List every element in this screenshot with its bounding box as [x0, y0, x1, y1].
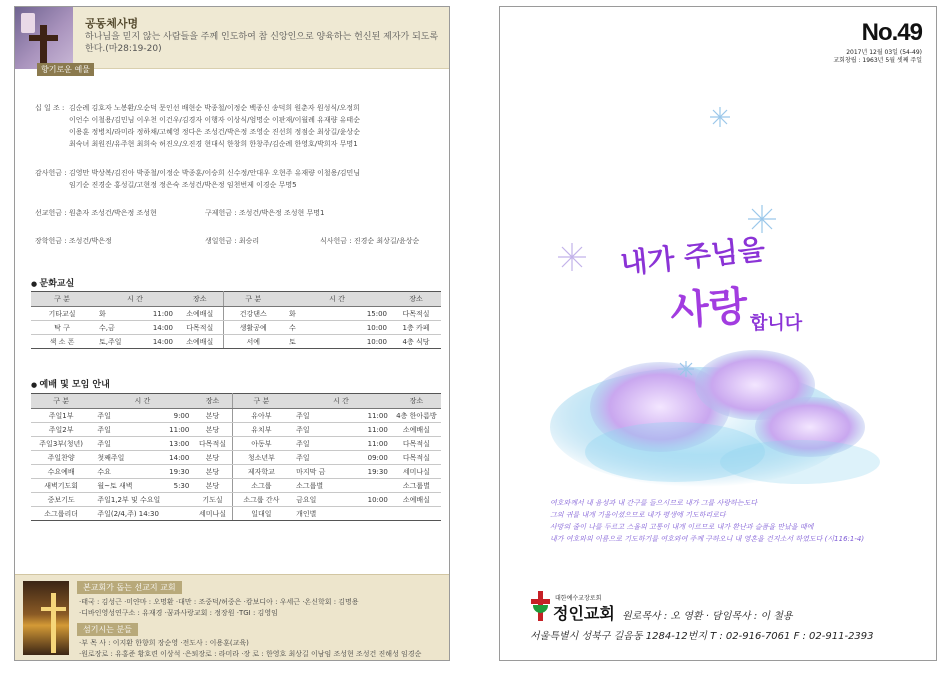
cell: 10:00 — [331, 321, 391, 335]
cell: 본당 — [193, 465, 232, 479]
offering-tag: 향기로운 예물 — [37, 63, 94, 76]
cell: 유치부 — [232, 423, 290, 437]
cell: 11:00 — [337, 423, 392, 437]
cell: 금요일 — [290, 493, 337, 507]
cover-title-line1: 내가 주님을 — [618, 232, 767, 281]
tithe-line: 김순례 김호자 노봉환/오순덕 문인선 배현순 박종철/이정순 백종신 송덕희 원춘자 원성식/오정희 — [69, 104, 360, 112]
pastors-line: 원로목사 : 오 영환 · 담임목사 : 이 철용 — [622, 611, 793, 622]
cell: 소그룹별 — [290, 479, 337, 493]
denomination: 대한예수교장로회 — [555, 595, 602, 602]
cover-illustration — [500, 7, 937, 661]
issue-number: No.49 — [861, 19, 922, 46]
cell: 소예배실 — [392, 423, 441, 437]
scholarship-offering: 장학헌금 : 조성건/박은정 — [35, 237, 112, 245]
table-row — [31, 409, 441, 423]
cell: 수요예배 — [31, 465, 91, 479]
cell: 5:30 — [160, 479, 193, 493]
cell: 수,금 — [93, 321, 133, 335]
cell — [337, 507, 392, 521]
cell: 본당 — [193, 479, 232, 493]
cell: 11:00 — [337, 409, 392, 423]
relief-offering: 구제헌금 : 조성건/박은정 조성현 무명1 — [205, 209, 325, 217]
cell: 주일2부 — [31, 423, 91, 437]
cell: 소그룹별 — [392, 479, 441, 493]
culture-section-title: ● 문화교실 — [31, 276, 74, 289]
cell: 토 — [283, 335, 331, 349]
col-header: 구 분 — [31, 394, 91, 409]
col-header: 구 분 — [232, 394, 290, 409]
table-row — [31, 321, 441, 335]
cross-icon — [51, 593, 56, 653]
thanks-list — [35, 167, 360, 191]
col-header: 장소 — [177, 292, 223, 307]
date-line: 2017년 12월 03일 (54-49) — [846, 49, 922, 56]
cell: 소그룹 — [232, 479, 290, 493]
cell: 11:00 — [337, 437, 392, 451]
bulletin-cover-page — [499, 6, 937, 661]
mission-title: 공동체사명 — [85, 17, 139, 30]
table-header-row — [31, 394, 441, 409]
cell: 일대일 — [232, 507, 290, 521]
cell: 주일 — [290, 451, 337, 465]
tithe-line: 이용훈 정병치/라미라 정하채/고혜영 정다은 조성건/박은정 조영순 진선희 정점순 최상길/윤상순 — [69, 128, 360, 136]
cell: 4층 식당 — [391, 335, 441, 349]
cell: 개인별 — [290, 507, 337, 521]
table-row — [31, 507, 441, 521]
flower-cluster — [550, 350, 880, 487]
tithe-label: 십 일 조 : — [35, 104, 65, 112]
cell: 13:00 — [160, 437, 193, 451]
table-row — [31, 493, 441, 507]
missionary-line: ·디바인영성연구소 : 유재경 ·꿈과사랑교회 : 정장원 ·TGI : 김영임 — [79, 609, 278, 617]
cell: 주일 — [290, 409, 337, 423]
cell: 주일1부 — [31, 409, 91, 423]
servants-line: ·원로장로 : 유홍준 황호련 이상석 ·은퇴장로 : 라미라 ·장 로 : 한영호 최상길 이남임 조성현 조성건 진해성 임경순 — [79, 650, 422, 658]
missionary-tag: 본교회가 돕는 선교지 교회 — [77, 581, 182, 594]
cell: 세미나실 — [193, 507, 232, 521]
verse-line: 내가 여호와의 이름으로 기도하기를 여호와여 주께 구하오니 내 영혼을 건지소서 하였도다 (시116:1-4) — [550, 535, 865, 543]
cell: 주일 — [91, 409, 160, 423]
cell: 소예배실 — [177, 307, 223, 321]
cell: 주일1,2부 및 수요일 — [91, 493, 160, 507]
col-header: 장소 — [392, 394, 441, 409]
cell: 11:00 — [133, 307, 177, 321]
mission-text: 하나님을 믿지 않는 사람들을 주께 인도하여 참 신앙인으로 양육하는 헌신된 제자가 되도록 한다.(마28:19-20) — [85, 32, 439, 54]
col-header: 시 간 — [283, 292, 391, 307]
cell: 14:00 — [133, 335, 177, 349]
cell: 기타교실 — [31, 307, 93, 321]
cell: 첫째주일 — [91, 451, 160, 465]
cell: 제자학교 — [232, 465, 290, 479]
issue-date — [833, 49, 922, 65]
scripture-verse — [550, 497, 920, 545]
col-header: 시 간 — [93, 292, 177, 307]
bulletin-inner-page — [14, 6, 450, 661]
verse-line: 사망의 줄이 나를 두르고 스올의 고통이 내게 이르므로 내가 환난과 슬픔을 만났을 때에 — [550, 523, 814, 531]
cell: 15:00 — [331, 307, 391, 321]
table-row — [31, 307, 441, 321]
cell: 색 소 폰 — [31, 335, 93, 349]
cell: 09:00 — [337, 451, 392, 465]
servants-tag: 섬기시는 분들 — [77, 623, 138, 636]
cell: 주일 — [290, 437, 337, 451]
cell: 토,주일 — [93, 335, 133, 349]
cell: 소그룹리더 — [31, 507, 91, 521]
cell: 주일3부(청년) — [31, 437, 91, 451]
cross-photo — [23, 581, 69, 655]
cell: 주일찬양 — [31, 451, 91, 465]
mission-offering: 선교헌금 : 원춘자 조성건/박은정 조성현 — [35, 209, 157, 217]
cell: 본당 — [193, 423, 232, 437]
cell — [160, 493, 193, 507]
cell: 화 — [283, 307, 331, 321]
cell: 19:30 — [337, 465, 392, 479]
cover-title-line3: 합니다 — [750, 313, 803, 334]
table-row — [31, 437, 441, 451]
tithe-line: 이언수 이철용/김민님 이우천 이건우/김경자 이행자 이상식/엄명순 이판재/이월례 유재량 유태순 — [69, 116, 360, 124]
cell: 소예배실 — [392, 493, 441, 507]
cell: 기도실 — [193, 493, 232, 507]
church-name: 정인교회 — [553, 604, 615, 623]
cell: 마지막 금 — [290, 465, 337, 479]
tithe-list — [35, 102, 360, 150]
cell: 중보기도 — [31, 493, 91, 507]
thanks-line: 김영만 박상복/김진아 박종철/이정순 박종훈/이승희 신수정/안대우 오현주 유재량 이철용/김민님 — [69, 169, 361, 177]
cross-icon — [40, 25, 47, 67]
cell: 소예배실 — [177, 335, 223, 349]
cell: 소그룹 간사 — [232, 493, 290, 507]
table-row — [31, 335, 441, 349]
cell: 10:00 — [331, 335, 391, 349]
cover-title-line2: 사랑 — [668, 282, 750, 335]
cell: 유아부 — [232, 409, 290, 423]
cell: 다목적실 — [392, 451, 441, 465]
table-row — [31, 465, 441, 479]
cell: 새벽기도회 — [31, 479, 91, 493]
verse-line: 그의 귀를 내게 기울이셨으므로 내가 평생에 기도하리로다 — [550, 511, 726, 519]
cell: 세미나실 — [392, 465, 441, 479]
meal-offering: 식사헌금 : 진경순 최상길/윤상순 — [320, 237, 420, 245]
table-row — [31, 479, 441, 493]
cell: 14:00 — [133, 321, 177, 335]
cell: 다목적실 — [193, 437, 232, 451]
cell: 건강댄스 — [223, 307, 283, 321]
candle-image — [21, 13, 35, 33]
table-row — [31, 423, 441, 437]
servants-line: ·부 목 사 : 이지환 한향희 장순영 ·전도사 : 이용훈(교육) — [79, 639, 249, 647]
worship-table — [31, 393, 441, 521]
cell: 19:30 — [160, 465, 193, 479]
cell — [160, 507, 193, 521]
col-header: 장소 — [391, 292, 441, 307]
cell: 생활공예 — [223, 321, 283, 335]
cell: 수요 — [91, 465, 160, 479]
cell: 주일 — [91, 423, 160, 437]
bulletin-footer — [15, 574, 450, 660]
table-row — [31, 451, 441, 465]
culture-table — [31, 291, 441, 349]
cell — [337, 479, 392, 493]
cell: 월~토 새벽 — [91, 479, 160, 493]
cell: 본당 — [193, 451, 232, 465]
cell: 4층 한아름방 — [392, 409, 441, 423]
col-header: 구 분 — [223, 292, 283, 307]
church-address: 서울특별시 성북구 길음동 1284-12번지 T : 02-916-7061 F : 02-911-2393 — [530, 631, 874, 642]
cell: 탁 구 — [31, 321, 93, 335]
cell: 14:00 — [160, 451, 193, 465]
verse-line: 여호와께서 내 음성과 내 간구를 들으시므로 내가 그를 사랑하는도다 — [550, 499, 758, 507]
cell: 1층 카페 — [391, 321, 441, 335]
cell: 아동부 — [232, 437, 290, 451]
cross-photo — [15, 7, 73, 69]
cell: 서예 — [223, 335, 283, 349]
cell: 주일 — [91, 437, 160, 451]
birthday-offering: 생일헌금 : 최승리 — [205, 237, 260, 245]
cell: 주일 — [290, 423, 337, 437]
tithe-line: 최숙녀 최원진/유주현 최희숙 허진오/오진경 현대식 한창희 한창주/김순례 한영호/박희자 무명1 — [69, 140, 358, 148]
thanks-line: 임기순 진경순 홍성길/고현정 정은숙 조성건/박은정 임천번제 이경순 무명5 — [69, 181, 297, 189]
cell — [392, 507, 441, 521]
cell: 다목적실 — [392, 437, 441, 451]
col-header: 시 간 — [290, 394, 392, 409]
cell: 다목적실 — [391, 307, 441, 321]
table-header-row — [31, 292, 441, 307]
missionary-line: ·태국 : 김성근 ·미얀마 : 오명환 ·대만 : 조중덕/허중은 ·캄보디아 : 우세근 ·온신학회 : 김명용 — [79, 598, 359, 606]
col-header: 장소 — [193, 394, 232, 409]
cell: 11:00 — [160, 423, 193, 437]
cell: 화 — [93, 307, 133, 321]
cell: 주일(2/4,주) 14:30 — [91, 507, 160, 521]
cell: 수 — [283, 321, 331, 335]
col-header: 구 분 — [31, 292, 93, 307]
cell: 다목적실 — [177, 321, 223, 335]
cell: 10:00 — [337, 493, 392, 507]
cell: 9:00 — [160, 409, 193, 423]
col-header: 시 간 — [91, 394, 193, 409]
mission-header — [15, 7, 449, 74]
founding-line: 교회창립 : 1963년 5월 셋째 주일 — [833, 57, 922, 64]
worship-section-title: ● 예배 및 모임 안내 — [31, 377, 110, 390]
cell: 청소년부 — [232, 451, 290, 465]
cell: 본당 — [193, 409, 232, 423]
thanks-label: 감사헌금 : — [35, 169, 67, 177]
